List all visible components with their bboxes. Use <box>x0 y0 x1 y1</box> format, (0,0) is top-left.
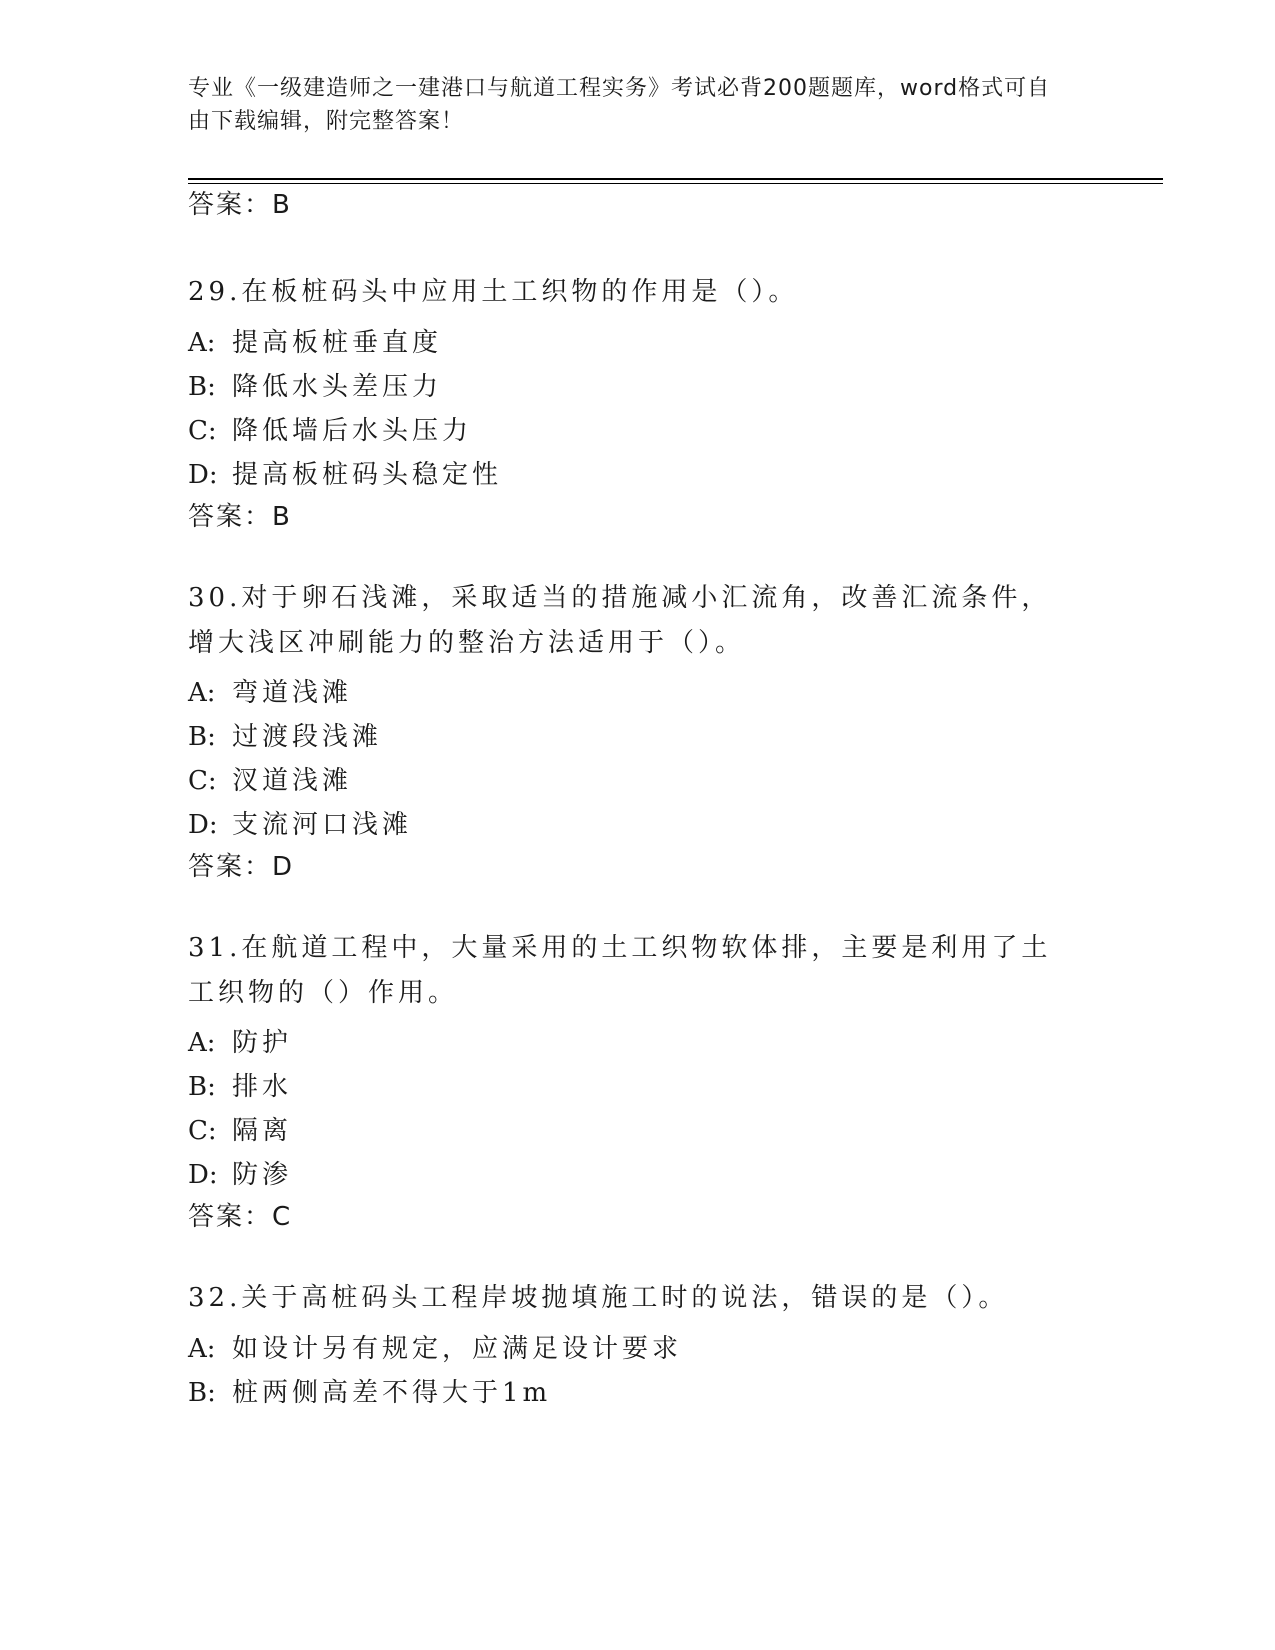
option-text: 提高板桩垂直度 <box>232 328 443 358</box>
question-text: 在航道工程中，大量采用的土工织物软体排，主要是利用了土工织物的（）作用。 <box>188 933 1052 1008</box>
answer-label: 答案： <box>188 502 273 532</box>
answer-label: 答案： <box>188 852 273 882</box>
question-number: 29. <box>188 277 242 307</box>
answer-line <box>188 846 294 883</box>
answer-label: 答案： <box>188 1202 273 1232</box>
answer-line <box>188 184 292 221</box>
option-text: 防护 <box>232 1028 293 1058</box>
question-text: 对于卵石浅滩，采取适当的措施减小汇流角，改善汇流条件，增大浅区冲刷能力的整治方法适用于（）。 <box>188 583 1052 658</box>
option-text: 防渗 <box>232 1160 293 1190</box>
option-key: A: <box>188 328 216 358</box>
option-text: 支流河口浅滩 <box>232 810 413 840</box>
question-stem <box>188 576 1078 666</box>
option-text: 过渡段浅滩 <box>232 722 383 752</box>
question-number: 31. <box>188 933 242 963</box>
question-stem <box>188 270 1078 315</box>
option-c <box>188 410 472 447</box>
option-key: B: <box>188 1378 216 1408</box>
option-a <box>188 1022 292 1059</box>
header-divider-thin <box>188 183 1163 184</box>
answer-label: 答案： <box>188 190 273 220</box>
question-text: 关于高桩码头工程岸坡抛填施工时的说法，错误的是（）。 <box>241 1283 1009 1313</box>
option-text: 降低水头差压力 <box>232 372 443 402</box>
question-number: 32. <box>188 1283 242 1313</box>
option-d <box>188 1154 292 1191</box>
option-key: A: <box>188 678 216 708</box>
option-b <box>188 1372 551 1409</box>
option-a <box>188 322 442 359</box>
option-c <box>188 1110 292 1147</box>
option-d <box>188 804 412 841</box>
answer-value: B <box>272 190 292 220</box>
header-divider <box>188 178 1163 180</box>
answer-line <box>188 496 292 533</box>
option-key: D: <box>188 460 218 490</box>
option-b <box>188 366 442 403</box>
answer-value: B <box>272 502 292 532</box>
question-stem <box>188 926 1078 1016</box>
answer-line <box>188 1196 292 1233</box>
question-number: 30. <box>188 583 242 613</box>
option-key: C: <box>188 766 217 796</box>
option-text: 如设计另有规定，应满足设计要求 <box>232 1334 683 1364</box>
option-text: 汊道浅滩 <box>232 766 353 796</box>
option-b <box>188 716 382 753</box>
option-key: C: <box>188 1116 217 1146</box>
option-key: A: <box>188 1334 216 1364</box>
page-header: 专业《一级建造师之一建港口与航道工程实务》考试必背200题题库，word格式可自由下载编辑，附完整答案！ <box>188 76 1051 134</box>
option-b <box>188 1066 292 1103</box>
option-key: B: <box>188 722 216 752</box>
option-key: B: <box>188 1072 216 1102</box>
option-c <box>188 760 352 797</box>
option-text: 弯道浅滩 <box>232 678 353 708</box>
answer-value: D <box>272 852 295 882</box>
option-text: 提高板桩码头稳定性 <box>232 460 503 490</box>
option-key: D: <box>188 810 218 840</box>
option-key: B: <box>188 372 216 402</box>
option-key: C: <box>188 416 217 446</box>
option-text: 排水 <box>232 1072 293 1102</box>
option-text: 隔离 <box>232 1116 293 1146</box>
answer-value: C <box>272 1202 293 1232</box>
option-d <box>188 454 502 491</box>
option-text: 桩两侧高差不得大于1m <box>232 1378 552 1408</box>
option-a <box>188 1328 682 1365</box>
question-stem <box>188 1276 1078 1321</box>
option-key: A: <box>188 1028 216 1058</box>
question-text: 在板桩码头中应用土工织物的作用是（）。 <box>241 277 799 307</box>
option-key: D: <box>188 1160 218 1190</box>
option-text: 降低墙后水头压力 <box>232 416 473 446</box>
option-a <box>188 672 352 709</box>
